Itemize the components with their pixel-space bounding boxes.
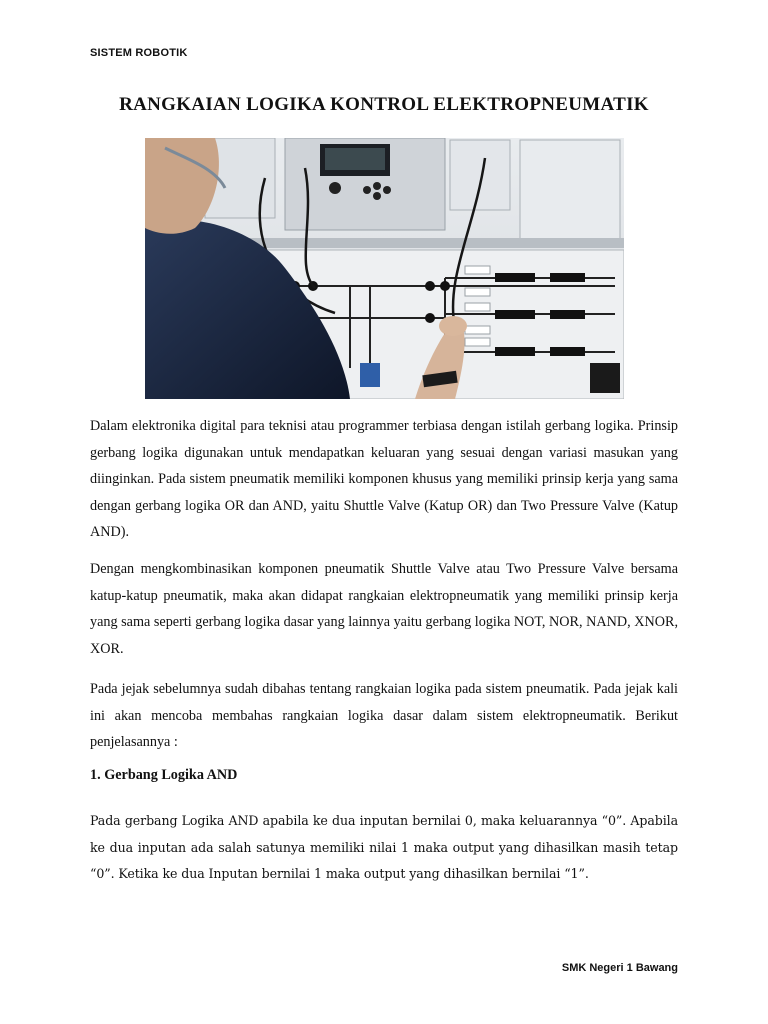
- page-header: SISTEM ROBOTIK: [90, 47, 188, 59]
- previous-trace-paragraph: Pada jejak sebelumnya sudah dibahas tentang rangkaian logika pada sistem pneumatik. Pada jejak kali ini akan mencoba membahas rangkaian logika dasar dalam sistem elektropneumatik. Berikut penjelasannya :: [90, 681, 678, 750]
- lab-photo-icon: [145, 138, 624, 399]
- page-footer: SMK Negeri 1 Bawang: [561, 962, 678, 974]
- page-title: RANGKAIAN LOGIKA KONTROL ELEKTROPNEUMATIK: [119, 94, 649, 115]
- and-gate-paragraph: Pada gerbang Logika AND apabila ke dua inputan bernilai 0, maka keluarannya “0”. Apabila ke dua inputan ada salah satunya memiliki nilai 1 maka output yang dihasilkan masih tetap “0”. Ketika ke dua Inputan bernilai 1 maka output yang dihasilkan bernilai “1”.: [90, 813, 678, 881]
- section-heading-and-gate: 1. Gerbang Logika AND: [90, 767, 238, 783]
- combination-paragraph: Dengan mengkombinasikan komponen pneumatik Shuttle Valve atau Two Pressure Valve bersama katup-katup pneumatik, maka akan didapat rangkaian elektropneumatik yang memiliki prinsip kerja yang sama seperti gerbang logika dasar yang lainnya yaitu gerbang logika NOT, NOR, NAND, XNOR, XOR.: [90, 561, 678, 657]
- intro-paragraph: Dalam elektronika digital para teknisi atau programmer terbiasa dengan istilah gerbang logika. Prinsip gerbang logika digunakan untuk mendapatkan keluaran yang sesuai dengan variasi masukan yang diinginkan. Pada sistem pneumatik memiliki komponen khusus yang memiliki prinsip kerja yang sama dengan gerbang logika OR dan AND, yaitu Shuttle Valve (Katup OR) dan Two Pressure Valve (Katup AND).: [90, 418, 678, 540]
